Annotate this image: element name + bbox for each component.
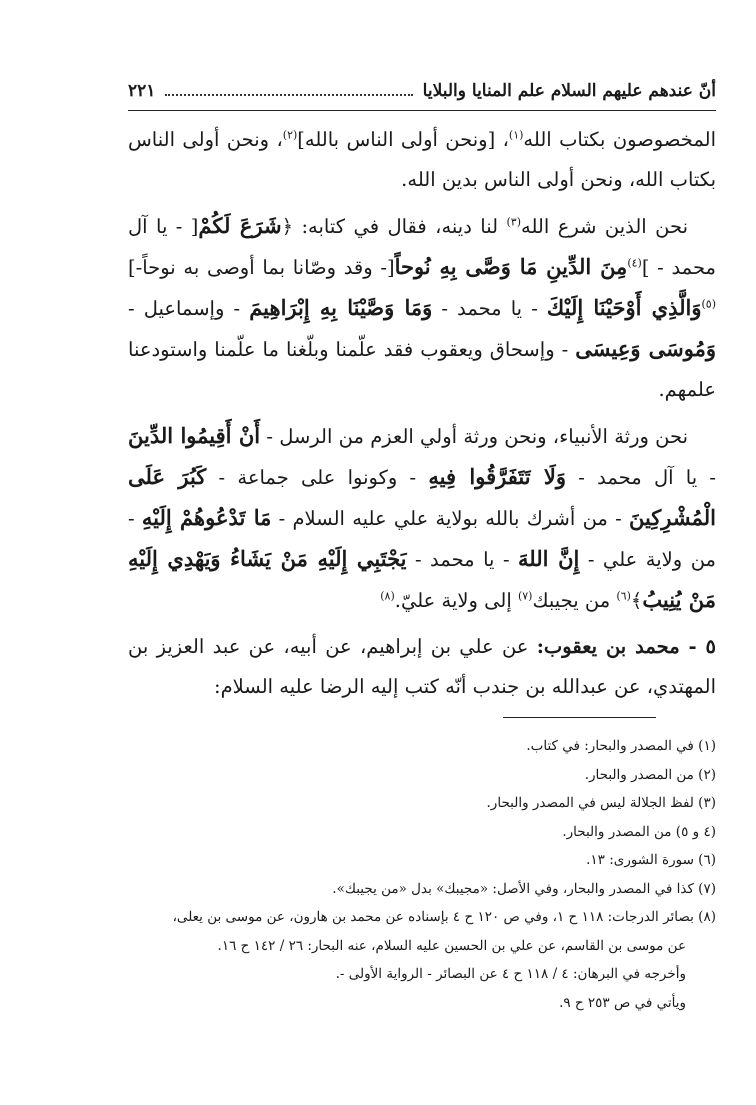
text: ﴾: [630, 589, 643, 612]
paragraph-3: [128, 416, 716, 621]
footnote-8: (٨) بصائر الدرجات: ١١٨ ح ١، وفي ص ١٢٠ ح ٤ بإسناده عن محمد بن هارون، عن موسى بن يعلى،: [172, 909, 716, 925]
footnote-7: (٧) كذا في المصدر والبحار، وفي الأصل: «مجيبك» بدل «من يجيبك».: [332, 880, 716, 897]
text: - يا محمد -: [432, 297, 547, 320]
footnote-ref: (٤): [627, 256, 642, 270]
main-text: [128, 120, 716, 707]
quran-text: يَجْتَبِي إِلَيْهِ مَنْ يَشَاءُ وَيَهْدِي إِلَيْهِ مَنْ يُنِيبُ: [128, 546, 716, 612]
narrator-name: محمد بن يعقوب:: [536, 635, 680, 658]
footnote-ref: (١): [508, 128, 524, 142]
footnote-8-continued: ويأتي في ص ٢٥٣ ح ٩.: [559, 994, 686, 1011]
quran-text: وَمُوسَى وَعِيسَى: [575, 336, 716, 361]
text: - يا محمد -: [406, 548, 519, 571]
footnote-2: (٢) من المصدر والبحار.: [584, 766, 716, 783]
footnote-rule: [503, 717, 656, 718]
quran-text: مَا تَدْعُوهُمْ إِلَيْهِ: [141, 505, 272, 530]
quran-text: وَمَا وَصَّيْنَا بِهِ إِبْرَاهِيمَ: [249, 295, 433, 320]
footnotes: [128, 732, 716, 1017]
text: المخصوصون بكتاب الله: [523, 128, 716, 151]
text: - وكونوا على جماعة -: [206, 466, 429, 489]
footnote-3: (٣) لفظ الجلالة ليس في المصدر والبحار.: [486, 795, 716, 811]
text: نحن ورثة الأنبياء، ونحن ورثة أولي العزم من الرسل -: [260, 425, 689, 448]
quran-text: إِنَّ اللهَ: [518, 546, 580, 571]
paragraph-2: [128, 206, 716, 410]
text: إلى ولاية عليّ.: [394, 589, 518, 612]
footnote-8-continued: عن موسى بن القاسم، عن علي بن الحسين عليه السلام، عنه البحار: ٢٦ / ١٤٢ ح ١٦.: [217, 937, 686, 954]
footnote-6: (٦) سورة الشورى: ١٣.: [586, 852, 716, 868]
header-rule: [128, 110, 716, 111]
paragraph-1: [128, 120, 716, 200]
footnote-ref: (٧): [517, 589, 533, 603]
quran-text: شَرَعَ لَكُمْ: [198, 213, 282, 238]
leader-dots: [165, 94, 412, 96]
text: ، ونحن أولى الناس بكتاب الله، ونحن أولى الناس بدين الله.: [128, 128, 716, 191]
quran-text: أَنْ أَقِيمُوا الدِّينَ: [128, 423, 261, 448]
text: عن علي بن إبراهيم، عن أبيه، عن عبد العزيز بن المهتدي، عن عبدالله بن جندب أنّه كتب إليه الرضا عليه السلام:: [128, 635, 716, 698]
paragraph-4: [128, 627, 716, 707]
text: لنا دينه، فقال في كتابه: ﴿: [281, 215, 507, 238]
text: - من أشرك بالله بولاية علي عليه السلام -: [271, 507, 629, 530]
text: - يا آل محمد -: [566, 466, 716, 489]
footnote-ref: (٨): [380, 589, 395, 603]
text: - من ولاية علي -: [128, 507, 716, 571]
running-title: أنّ عندهم عليهم السلام علم المنايا والبلايا: [422, 81, 716, 101]
text: - وإسحاق ويعقوب فقد علّمنا وبلّغنا ما علّمنا واستودعنا علمهم.: [128, 338, 716, 401]
text: [- وقد وصّانا بما أوصى به نوحاً-]: [128, 256, 395, 279]
quran-text: وَلَا تَتَفَرَّقُوا فِيهِ: [428, 464, 567, 489]
footnote-ref: (٢): [282, 128, 298, 142]
footnote-8-continued: وأخرجه في البرهان: ٤ / ١١٨ ح ٤ عن البصائر - الرواية الأولى -.: [335, 966, 686, 982]
quran-text: كَبُرَ عَلَى الْمُشْرِكِينَ: [128, 464, 716, 530]
footnote-1: (١) في المصدر والبحار: في كتاب.: [526, 738, 716, 754]
text: ، [ونحن أولى الناس بالله]: [297, 128, 509, 151]
hadith-number: ٥ -: [679, 635, 717, 658]
text: من يجيبك: [532, 589, 617, 612]
running-header: [128, 78, 716, 104]
quran-text: مِنَ الدِّينِ مَا وَصَّى بِهِ نُوحاً: [394, 254, 628, 279]
text: - وإسماعيل -: [128, 297, 250, 320]
footnote-ref: (٥): [701, 297, 716, 311]
quran-text: وَالَّذِي أَوْحَيْنَا إِلَيْكَ: [546, 295, 702, 320]
footnote-4-5: (٤ و ٥) من المصدر والبحار.: [562, 823, 716, 840]
text: نحن الذين شرع الله: [521, 215, 688, 238]
text: [ - يا آل محمد - ]: [128, 215, 716, 279]
footnote-ref: (٣): [506, 215, 522, 229]
footnote-ref: (٦): [616, 589, 631, 603]
page-number: ٢٢١: [128, 81, 156, 101]
